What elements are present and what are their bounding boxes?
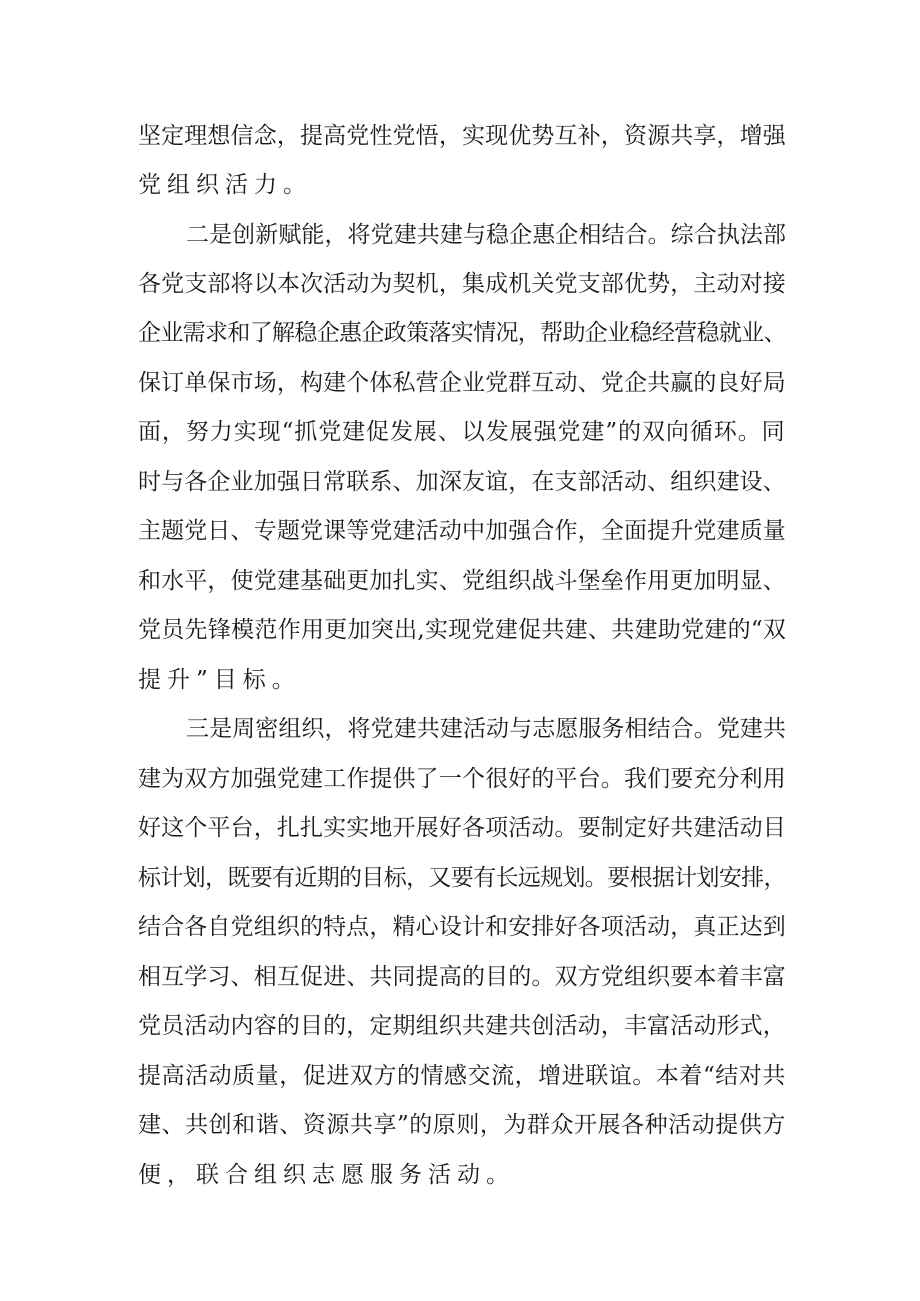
- text-line: 坚定理想信念，提高党性党悟，实现优势互补，资源共享，增强: [138, 123, 786, 149]
- text-line: 党员先锋模范作用更加突出,实现党建促共建、共建助党建的“双: [138, 617, 787, 643]
- text-line: 党员活动内容的目的，定期组织共建共创活动，丰富活动形式，: [138, 1013, 786, 1039]
- text-line: 面，努力实现“抓党建促发展、以发展强党建”的双向循环。同: [138, 419, 786, 445]
- text-line: 便，联合组织志愿服务活动。: [138, 1162, 515, 1188]
- text-line: 保订单保市场，构建个体私营企业党群互动、党企共赢的良好局: [138, 370, 786, 396]
- text-line: 党组织活力。: [138, 172, 312, 198]
- text-line: 建为双方加强党建工作提供了一个很好的平台。我们要充分利用: [138, 766, 786, 792]
- text-line: 主题党日、专题党课等党建活动中加强合作，全面提升党建质量: [138, 518, 786, 544]
- text-line: 标计划，既要有近期的目标，又要有长远规划。要根据计划安排，: [138, 865, 786, 891]
- text-line: 相互学习、相互促进、共同提高的目的。双方党组织要本着丰富: [138, 964, 786, 990]
- text-line: 结合各自党组织的特点，精心设计和安排好各项活动，真正达到: [138, 914, 786, 940]
- text-line: 企业需求和了解稳企惠企政策落实情况，帮助企业稳经营稳就业、: [138, 320, 786, 346]
- paragraph-start-line: 二是创新赋能，将党建共建与稳企惠企相结合。综合执法部: [186, 222, 787, 248]
- text-line: 提升”目标。: [138, 667, 301, 693]
- text-line: 时与各企业加强日常联系、加深友谊，在支部活动、组织建设、: [138, 469, 786, 495]
- text-line: 好这个平台，扎扎实实地开展好各项活动。要制定好共建活动目: [138, 815, 786, 841]
- paragraph-start-line: 三是周密组织，将党建共建活动与志愿服务相结合。党建共: [186, 716, 787, 742]
- text-line: 和水平，使党建基础更加扎实、党组织战斗堡垒作用更加明显、: [138, 568, 786, 594]
- text-line: 提高活动质量，促进双方的情感交流，增进联谊。本着“结对共: [138, 1063, 786, 1089]
- text-line: 建、共创和谐、资源共享”的原则，为群众开展各种活动提供方: [138, 1112, 786, 1138]
- text-line: 各党支部将以本次活动为契机，集成机关党支部优势，主动对接: [138, 271, 786, 297]
